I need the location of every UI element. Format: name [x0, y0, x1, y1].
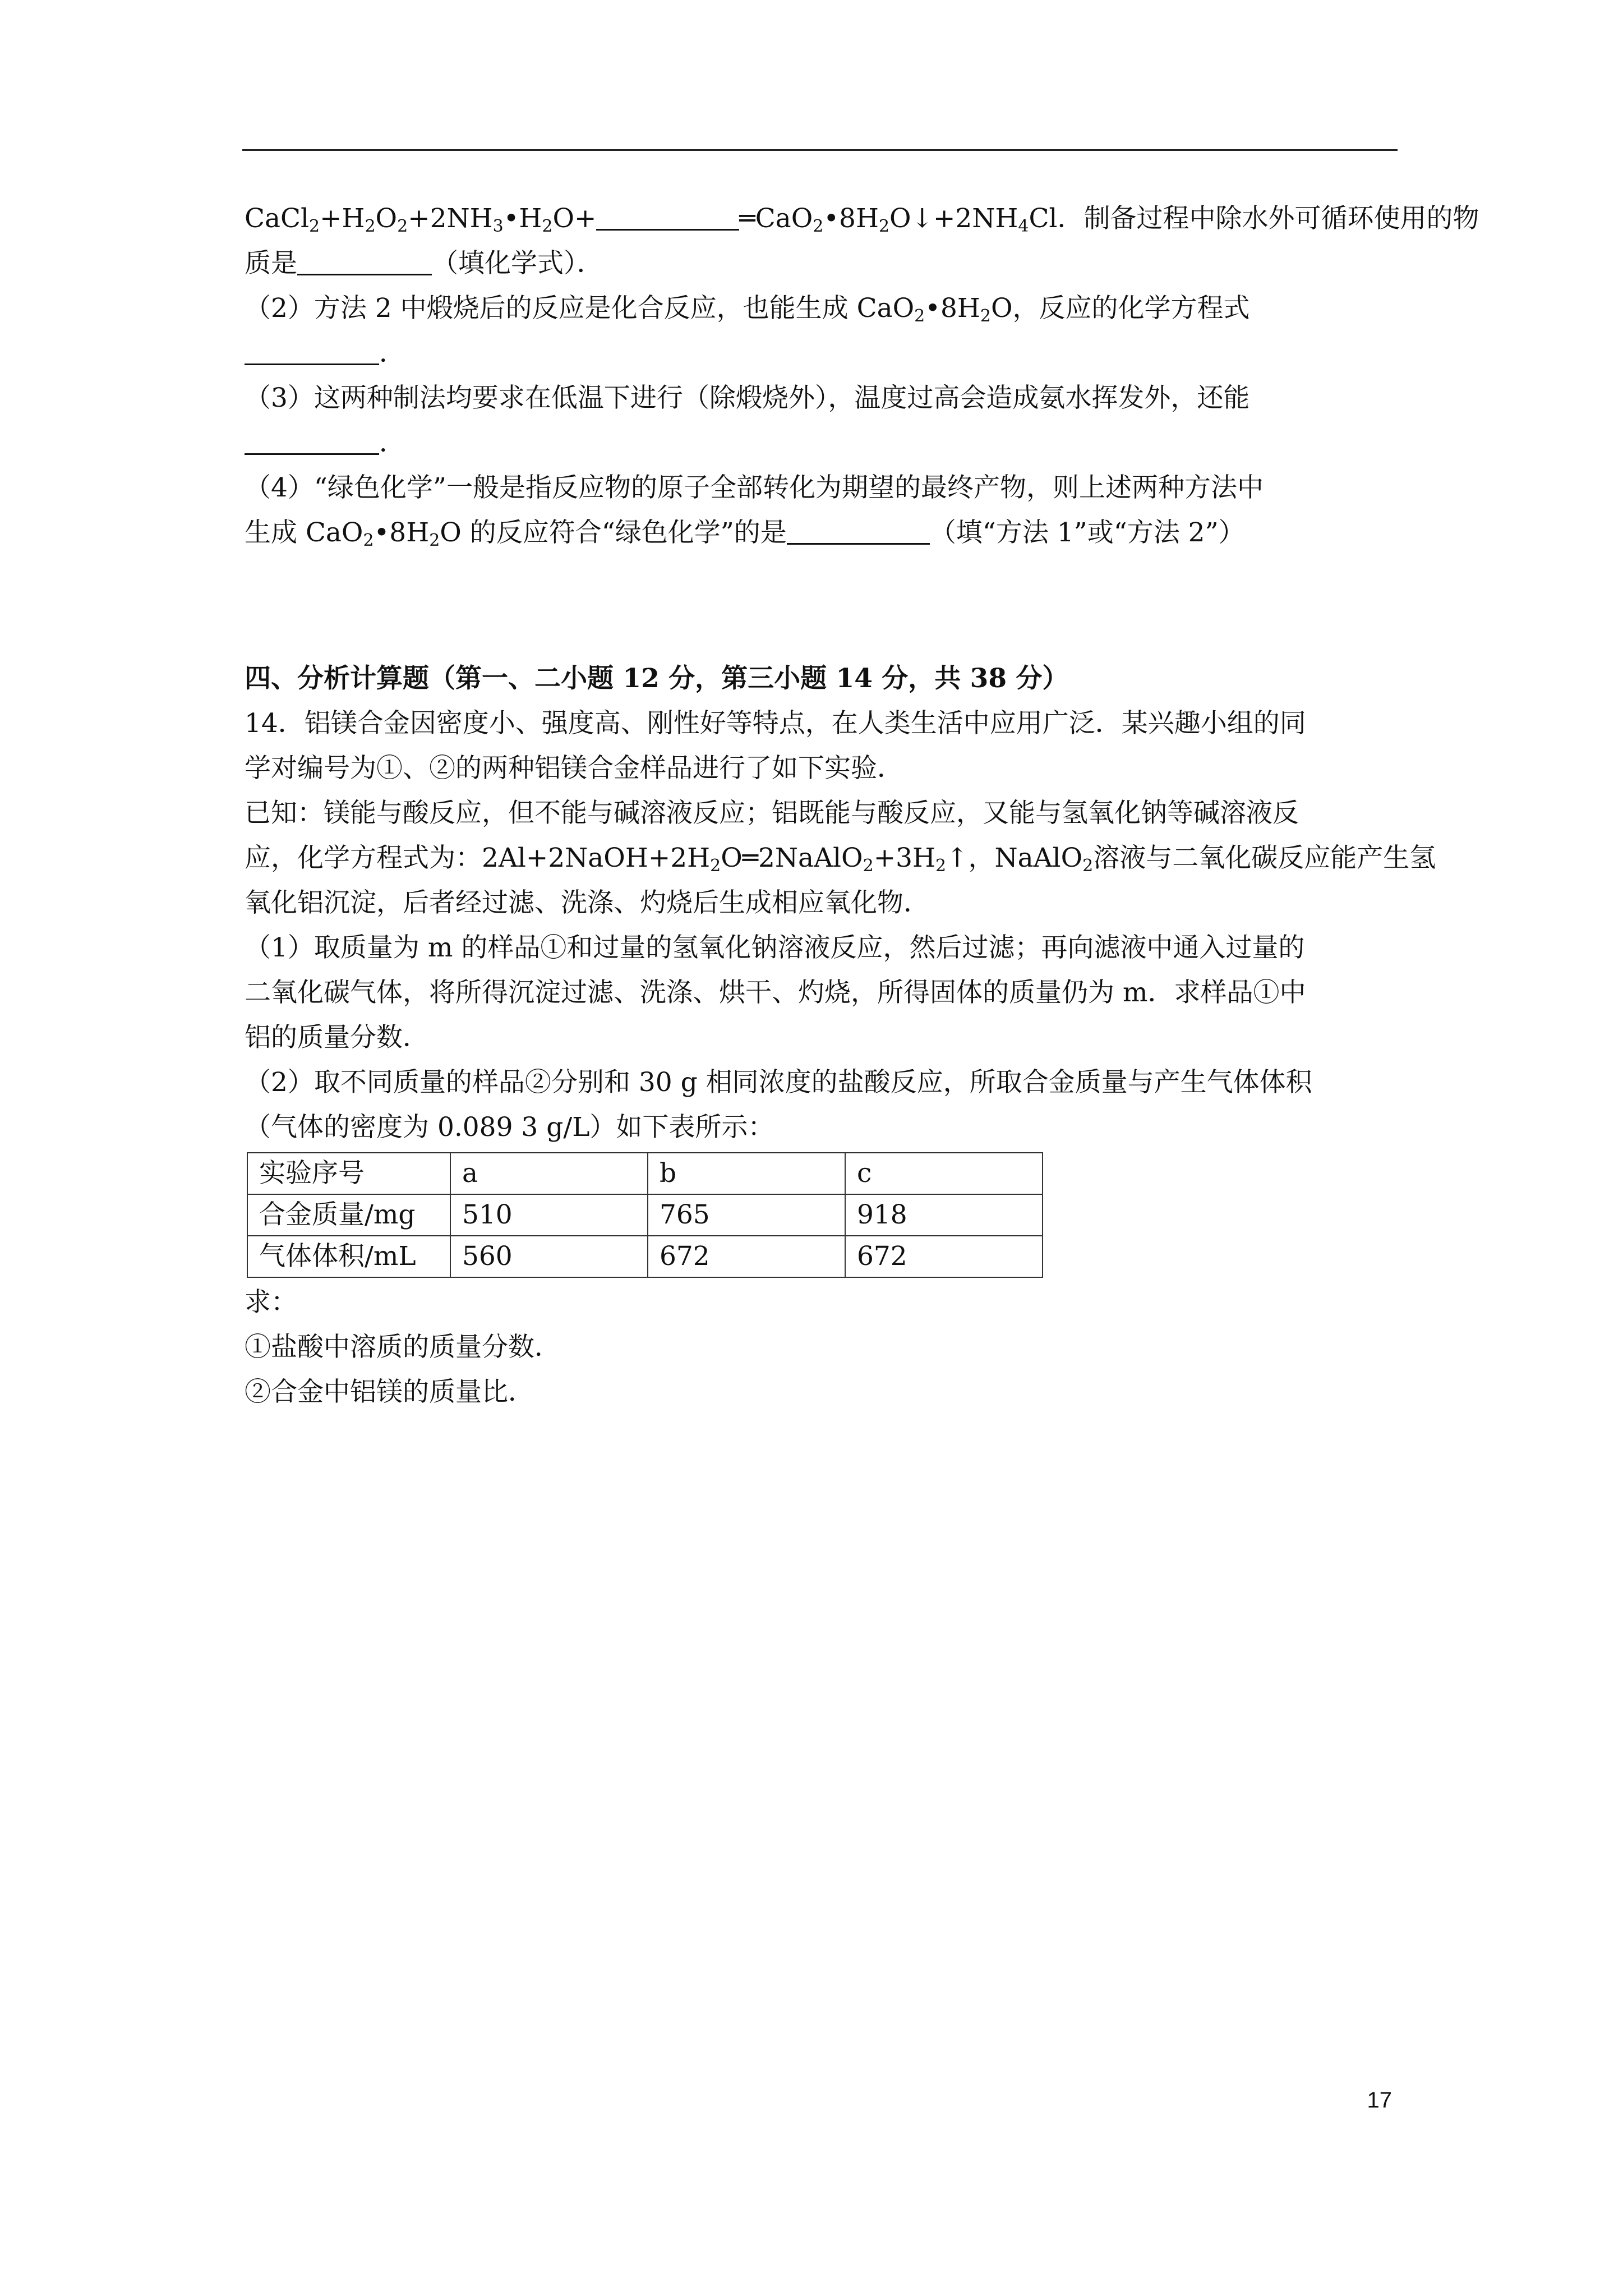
table-cell: a: [450, 1153, 648, 1194]
table-cell: 918: [845, 1194, 1043, 1236]
q14-line-5: 氧化铝沉淀，后者经过滤、洗涤、灼烧后生成相应氧化物．: [245, 887, 930, 918]
q14-ask-1: ①盐酸中溶质的质量分数．: [245, 1332, 561, 1363]
text: 生成 CaO: [245, 517, 363, 548]
q13-part-3-answer: [245, 421, 1405, 466]
table-header-row: [247, 1153, 1043, 1194]
subscript: 2: [365, 217, 376, 236]
page-number: 17: [1367, 2088, 1392, 2113]
text: ↑，NaAlO: [946, 843, 1083, 873]
answer-blank[interactable]: [787, 514, 930, 545]
q14-equation-line: [245, 836, 1436, 881]
table-row: [247, 1194, 1043, 1236]
text: 应，化学方程式为：2Al+2NaOH+2H: [245, 843, 711, 873]
q13-part-3: [245, 376, 1405, 421]
text: （3）这两种制法均要求在低温下进行（除煅烧外），温度过高会造成氨水挥发外，还能: [245, 383, 1250, 413]
table-cell: 510: [450, 1194, 648, 1236]
subscript: 2: [863, 856, 874, 876]
table-cell: 672: [845, 1236, 1043, 1277]
text: （4）“绿色化学”一般是指反应物的原子全部转化为期望的最终产物，则上述两种方法中: [245, 472, 1264, 503]
subscript: 2: [878, 217, 890, 236]
answer-blank[interactable]: [245, 334, 379, 365]
subscript: 2: [397, 217, 408, 236]
table-cell: 实验序号: [247, 1153, 450, 1194]
text: ．: [379, 427, 405, 458]
text: 质是: [245, 248, 297, 279]
q14-line-3: 已知：镁能与酸反应，但不能与碱溶液反应；铝既能与酸反应，又能与氢氧化钠等碱溶液反: [245, 798, 1299, 829]
text: •H: [503, 203, 542, 234]
spacer: [245, 555, 1405, 656]
answer-blank[interactable]: [297, 245, 432, 275]
text: +2NH: [408, 203, 493, 234]
table-cell: 560: [450, 1236, 648, 1277]
q14-part-2-line-1: （2）取不同质量的样品②分别和 30 g 相同浓度的盐酸反应，所取合金质量与产生气体体积: [245, 1067, 1312, 1098]
q13-part-2: [245, 286, 1405, 331]
subscript: 2: [813, 217, 824, 236]
subscript: 4: [1018, 217, 1029, 236]
subscript: 2: [429, 531, 440, 550]
text: O═2NaAlO: [721, 843, 863, 873]
q13-part-4: [245, 466, 1405, 510]
q14-line-1: 14．铝镁合金因密度小、强度高、刚性好等特点，在人类生活中应用广泛．某兴趣小组的同: [245, 708, 1306, 739]
subscript: 2: [710, 856, 721, 876]
q13-part-2-answer: [245, 331, 1405, 376]
text: ═CaO: [739, 203, 813, 234]
text: O，反应的化学方程式: [990, 293, 1250, 324]
table-cell: b: [648, 1153, 845, 1194]
q14-line-2: 学对编号为①、②的两种铝镁合金样品进行了如下实验．: [245, 753, 903, 784]
table-cell: 合金质量/mg: [247, 1194, 450, 1236]
subscript: 2: [1082, 856, 1094, 876]
text: O 的反应符合“绿色化学”的是: [440, 517, 787, 548]
subscript: 2: [363, 531, 374, 550]
text: •8H: [925, 293, 980, 324]
q13-equation-line: [245, 196, 1479, 241]
page-content: [245, 196, 1479, 1415]
text: CaCl: [245, 203, 309, 234]
text: （2）方法 2 中煅烧后的反应是化合反应，也能生成 CaO: [245, 293, 915, 324]
text: +H: [320, 203, 365, 234]
table-cell: 672: [648, 1236, 845, 1277]
q14-part-2-line-2: （气体的密度为 0.089 3 g/L）如下表所示：: [245, 1112, 774, 1143]
text: Cl．制备过程中除水外可循环使用的物: [1029, 203, 1479, 234]
text: O+: [552, 203, 597, 234]
table-cell: c: [845, 1153, 1043, 1194]
table-cell: 气体体积/mL: [247, 1236, 450, 1277]
q14-ask: 求：: [245, 1287, 297, 1318]
text: •8H: [823, 203, 879, 234]
q14-part-1-line-3: 铝的质量分数．: [245, 1022, 429, 1053]
text: （填“方法 1”或“方法 2”）: [929, 517, 1245, 548]
data-table: [247, 1152, 1043, 1278]
subscript: 2: [980, 306, 991, 326]
q13-part-4-line-2: [245, 510, 1405, 555]
text: +3H: [873, 843, 935, 873]
text: 溶液与二氧化碳反应能产生氢: [1093, 843, 1436, 873]
q14-part-1-line-2: 二氧化碳气体，将所得沉淀过滤、洗涤、烘干、灼烧，所得固体的质量仍为 m．求样品①中: [245, 977, 1306, 1008]
q14-ask-2: ②合金中铝镁的质量比．: [245, 1377, 534, 1407]
table-cell: 765: [648, 1194, 845, 1236]
text: ．: [379, 338, 405, 369]
subscript: 2: [935, 856, 947, 876]
text: •8H: [374, 517, 430, 548]
subscript: 2: [542, 217, 553, 236]
header-rule: [242, 149, 1398, 151]
answer-blank[interactable]: [596, 200, 739, 231]
q14-part-1-line-1: （1）取质量为 m 的样品①和过量的氢氧化钠溶液反应，然后过滤；再向滤液中通入过量的: [245, 932, 1305, 963]
text: O: [375, 203, 398, 234]
text: （填化学式）．: [432, 248, 603, 279]
subscript: 2: [308, 217, 320, 236]
subscript: 3: [492, 217, 504, 236]
table-row: [247, 1236, 1043, 1277]
q13-line-2: [245, 241, 1405, 286]
text: O↓+2NH: [889, 203, 1018, 234]
subscript: 2: [914, 306, 925, 326]
answer-blank[interactable]: [245, 424, 379, 455]
section-title: 四、分析计算题（第一、二小题 12 分，第三小题 14 分，共 38 分）: [245, 663, 1069, 694]
